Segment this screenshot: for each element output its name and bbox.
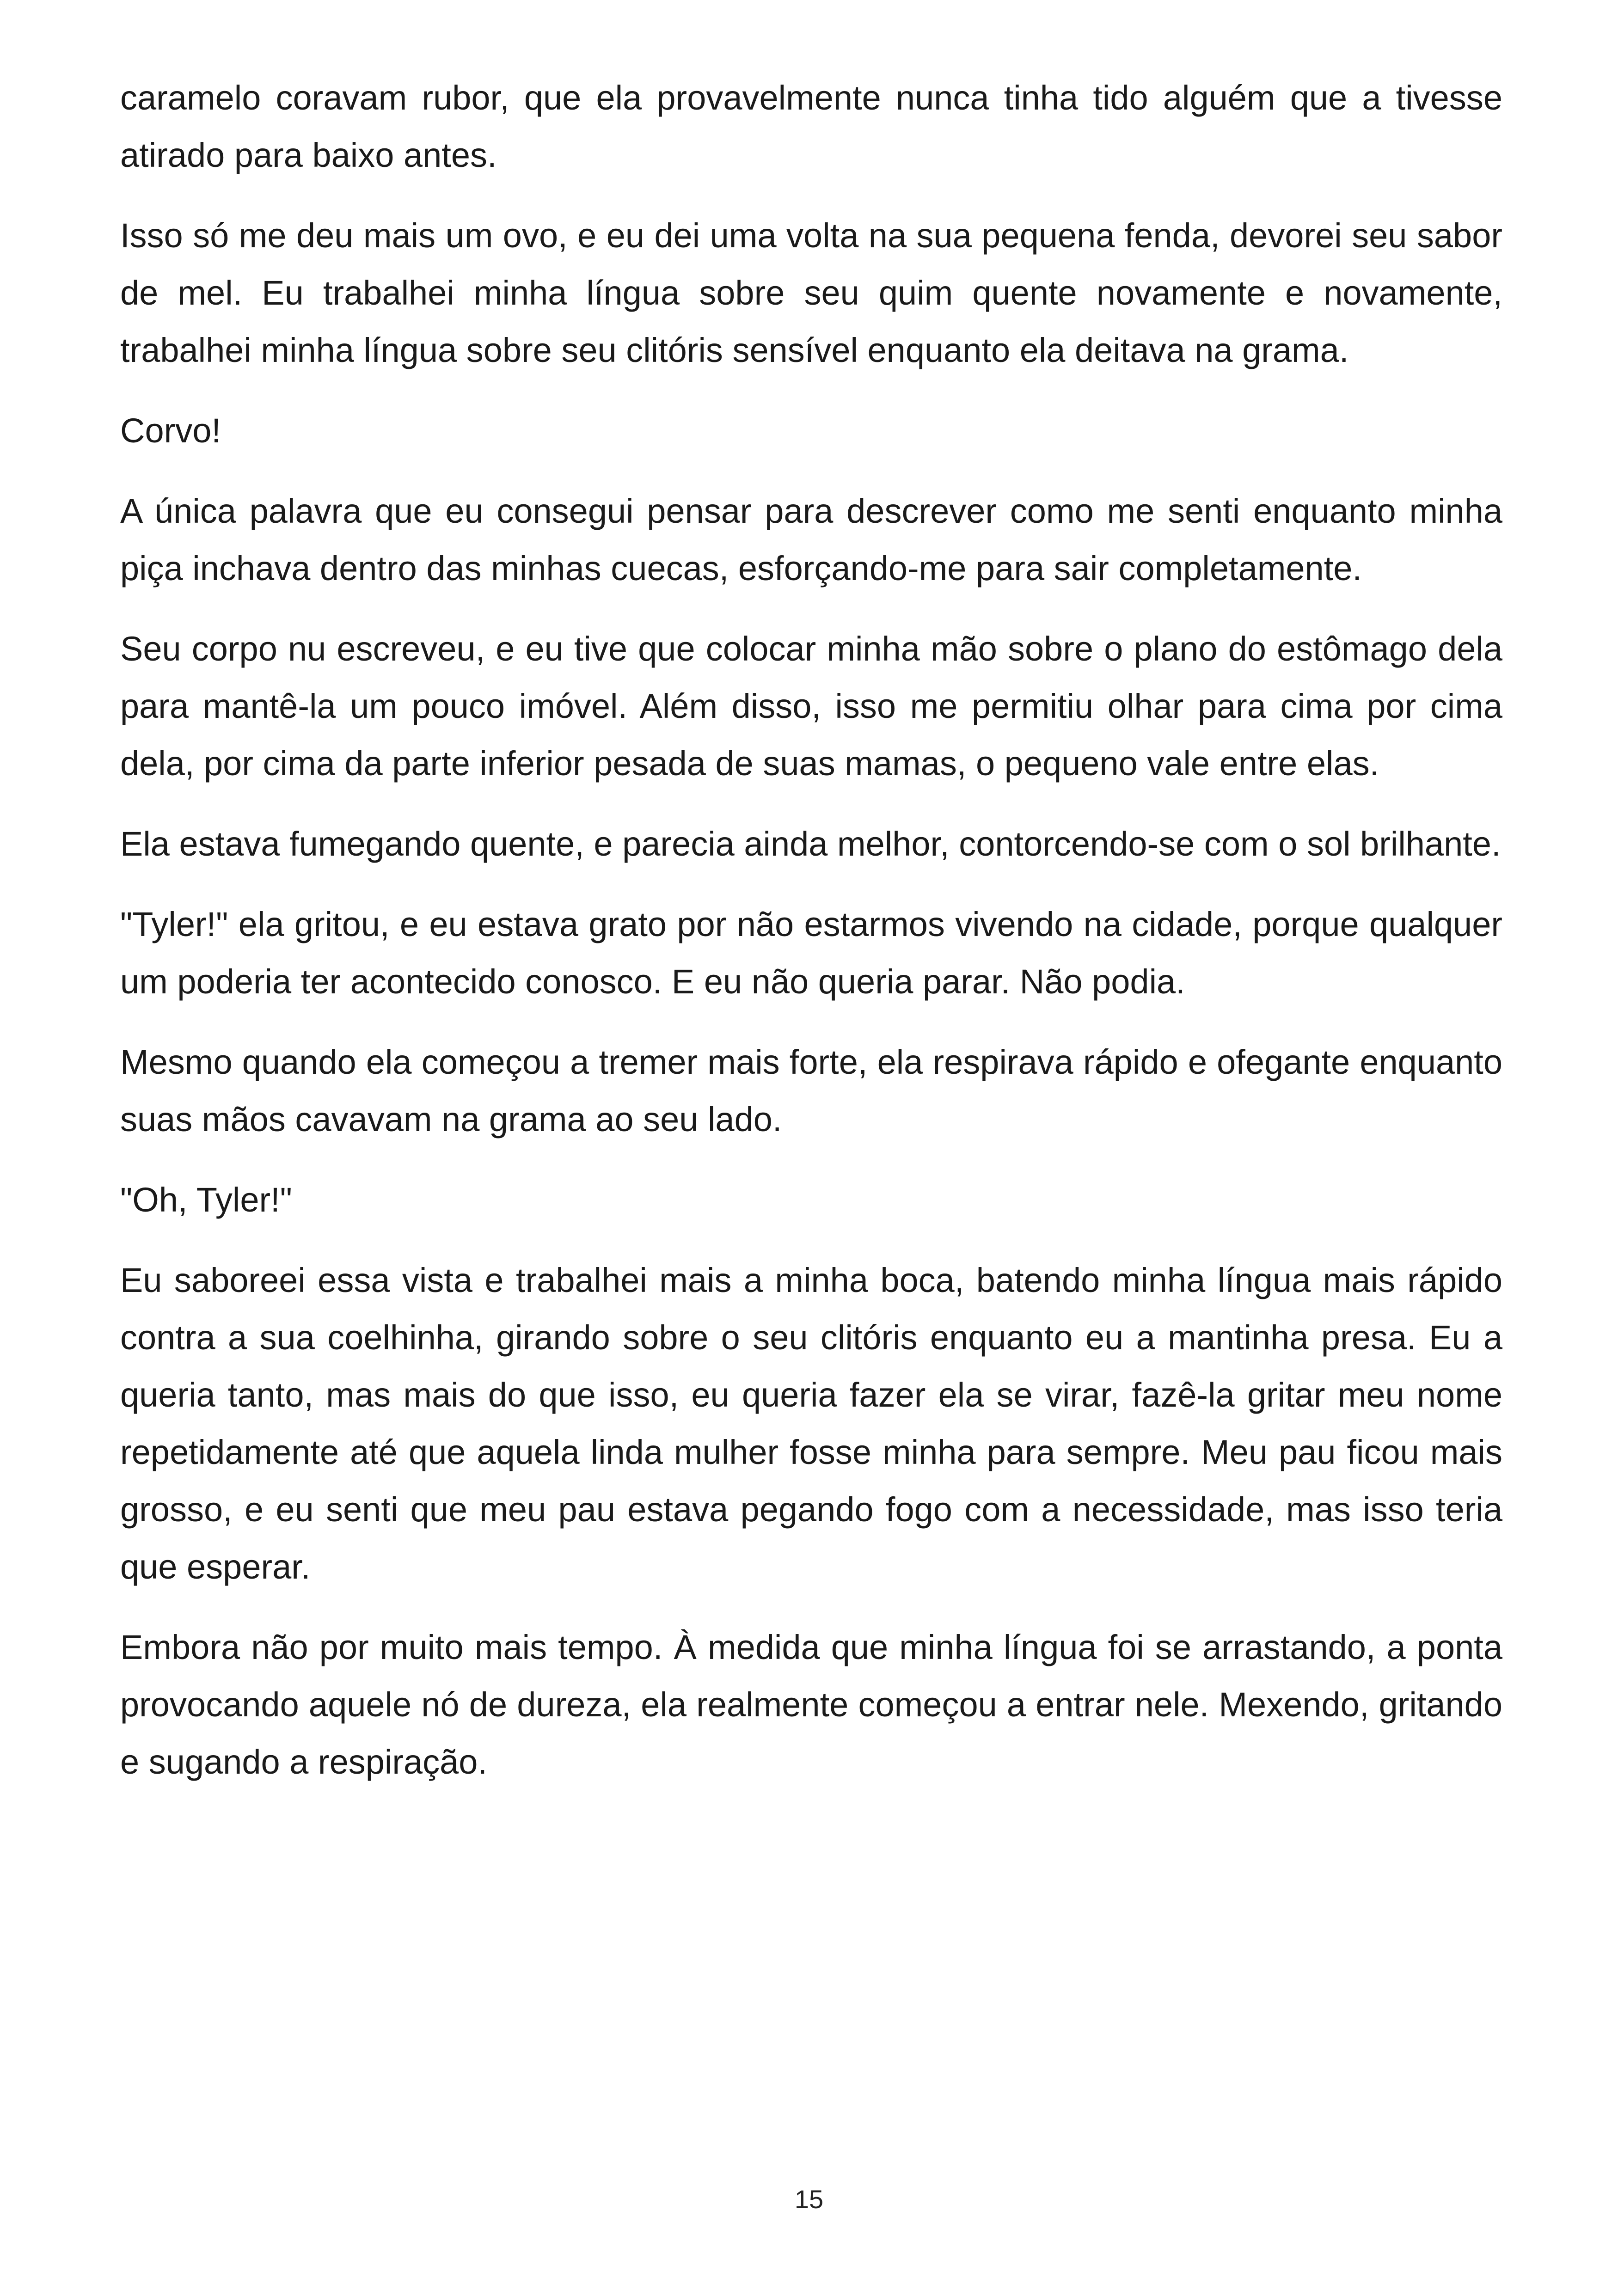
page-number: 15 [794,2185,824,2214]
paragraph-8: Mesmo quando ela começou a tremer mais forte, ela respirava rápido e ofegante enquanto suas mãos cavavam na grama ao seu lado. [120,1043,1502,1139]
paragraph-9: "Oh, Tyler!" [120,1181,292,1219]
page-body [120,69,1502,1814]
paragraph-10: Eu saboreei essa vista e trabalhei mais a minha boca, batendo minha língua mais rápido contra a sua coelhinha, girando sobre o seu clitóris enquanto eu a mantinha presa. Eu a queria tanto, mas mais do que isso, eu queria fazer ela se virar, fazê-la gritar meu nome repetidamente até que aquela linda mulher fosse minha para sempre. Meu pau ficou mais grosso, e eu senti que meu pau estava pegando fogo com a necessidade, mas isso teria que esperar. [120,1261,1502,1586]
paragraph-5: Seu corpo nu escreveu, e eu tive que colocar minha mão sobre o plano do estômago dela para mantê-la um pouco imóvel. Além disso, isso me permitiu olhar para cima por cima dela, por cima da parte inferior pesada de suas mamas, o pequeno vale entre elas. [120,630,1502,783]
paragraph-11: Embora não por muito mais tempo. À medida que minha língua foi se arrastando, a ponta provocando aquele nó de dureza, ela realmente começou a entrar nele. Mexendo, gritando e sugando a respiração. [120,1628,1502,1781]
paragraph-2: Isso só me deu mais um ovo, e eu dei uma volta na sua pequena fenda, devorei seu sabor de mel. Eu trabalhei minha língua sobre seu quim quente novamente e novamente, trabalhei minha língua sobre seu clitóris sensível enquanto ela deitava na grama. [120,216,1502,369]
paragraph-4: A única palavra que eu consegui pensar para descrever como me senti enquanto minha piça inchava dentro das minhas cuecas, esforçando-me para sair completamente. [120,492,1502,588]
paragraph-7: "Tyler!" ela gritou, e eu estava grato por não estarmos vivendo na cidade, porque qualquer um poderia ter acontecido conosco. E eu não queria parar. Não podia. [120,905,1502,1001]
paragraph-3: Corvo! [120,411,221,450]
paragraph-6: Ela estava fumegando quente, e parecia ainda melhor, contorcendo-se com o sol brilhante. [120,825,1501,863]
paragraph-1: caramelo coravam rubor, que ela provavelmente nunca tinha tido alguém que a tivesse atirado para baixo antes. [120,79,1502,174]
